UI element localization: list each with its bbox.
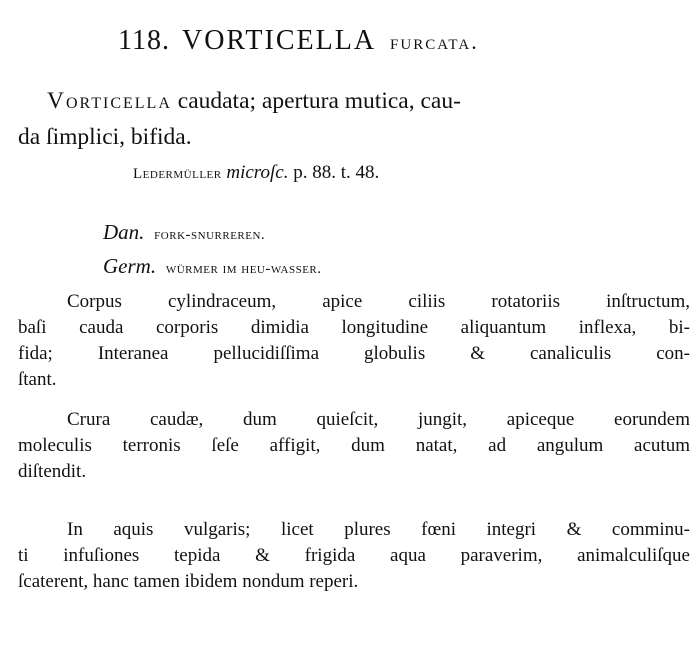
vernacular-name: würmer im heu-wasser.: [165, 261, 322, 277]
genus-name: VORTICELLA: [181, 25, 377, 56]
species-heading: [118, 27, 479, 55]
vernacular-lang: Germ.: [103, 254, 157, 278]
species-name: furcata.: [390, 29, 479, 54]
reference-author: Ledermüller: [133, 166, 222, 182]
vernacular-lang: Dan.: [103, 220, 145, 244]
vernacular-name: fork-snurreren.: [154, 227, 266, 243]
paragraph-1-line-3: fida; Interanea pellucidiſſima globulis & canaliculis con-: [18, 343, 690, 364]
literature-reference: [133, 163, 379, 182]
paragraph-1-line-2: baſi cauda corporis dimidia longitudine aliquantum inflexa, bi-: [18, 317, 690, 338]
diagnosis-text: caudata; apertura mutica, cau-: [171, 88, 461, 114]
paragraph-3-line-1: In aquis vulgaris; licet plures fœni integri & comminu-: [67, 519, 690, 540]
diagnosis-text: da ſimplici, bifida.: [18, 124, 192, 150]
vernacular-german: [103, 256, 322, 277]
paragraph-1-line-4: ſtant.: [18, 369, 57, 390]
paragraph-2-line-1: Crura caudæ, dum quieſcit, jungit, apiceque eorundem: [67, 409, 690, 430]
paragraph-3-line-2: ti infuſiones tepida & frigida aqua paraverim, animalculiſque: [18, 545, 690, 566]
reference-work: microſc.: [226, 162, 289, 183]
reference-page: p. 88. t. 48.: [288, 162, 380, 183]
diagnosis-genus: Vorticella: [47, 88, 172, 114]
diagnosis-line-1: [47, 90, 461, 114]
vernacular-danish: [103, 222, 265, 243]
paragraph-2-line-2: moleculis terronis ſeſe affigit, dum natat, ad angulum acutum: [18, 435, 690, 456]
species-number: 118.: [118, 25, 170, 56]
diagnosis-line-2: [18, 126, 192, 150]
paragraph-3-line-3: ſcaterent, hanc tamen ibidem nondum reperi.: [18, 571, 359, 592]
paragraph-1-line-1: Corpus cylindraceum, apice ciliis rotatoriis inſtructum,: [67, 291, 690, 312]
paragraph-2-line-3: diſtendit.: [18, 461, 87, 482]
